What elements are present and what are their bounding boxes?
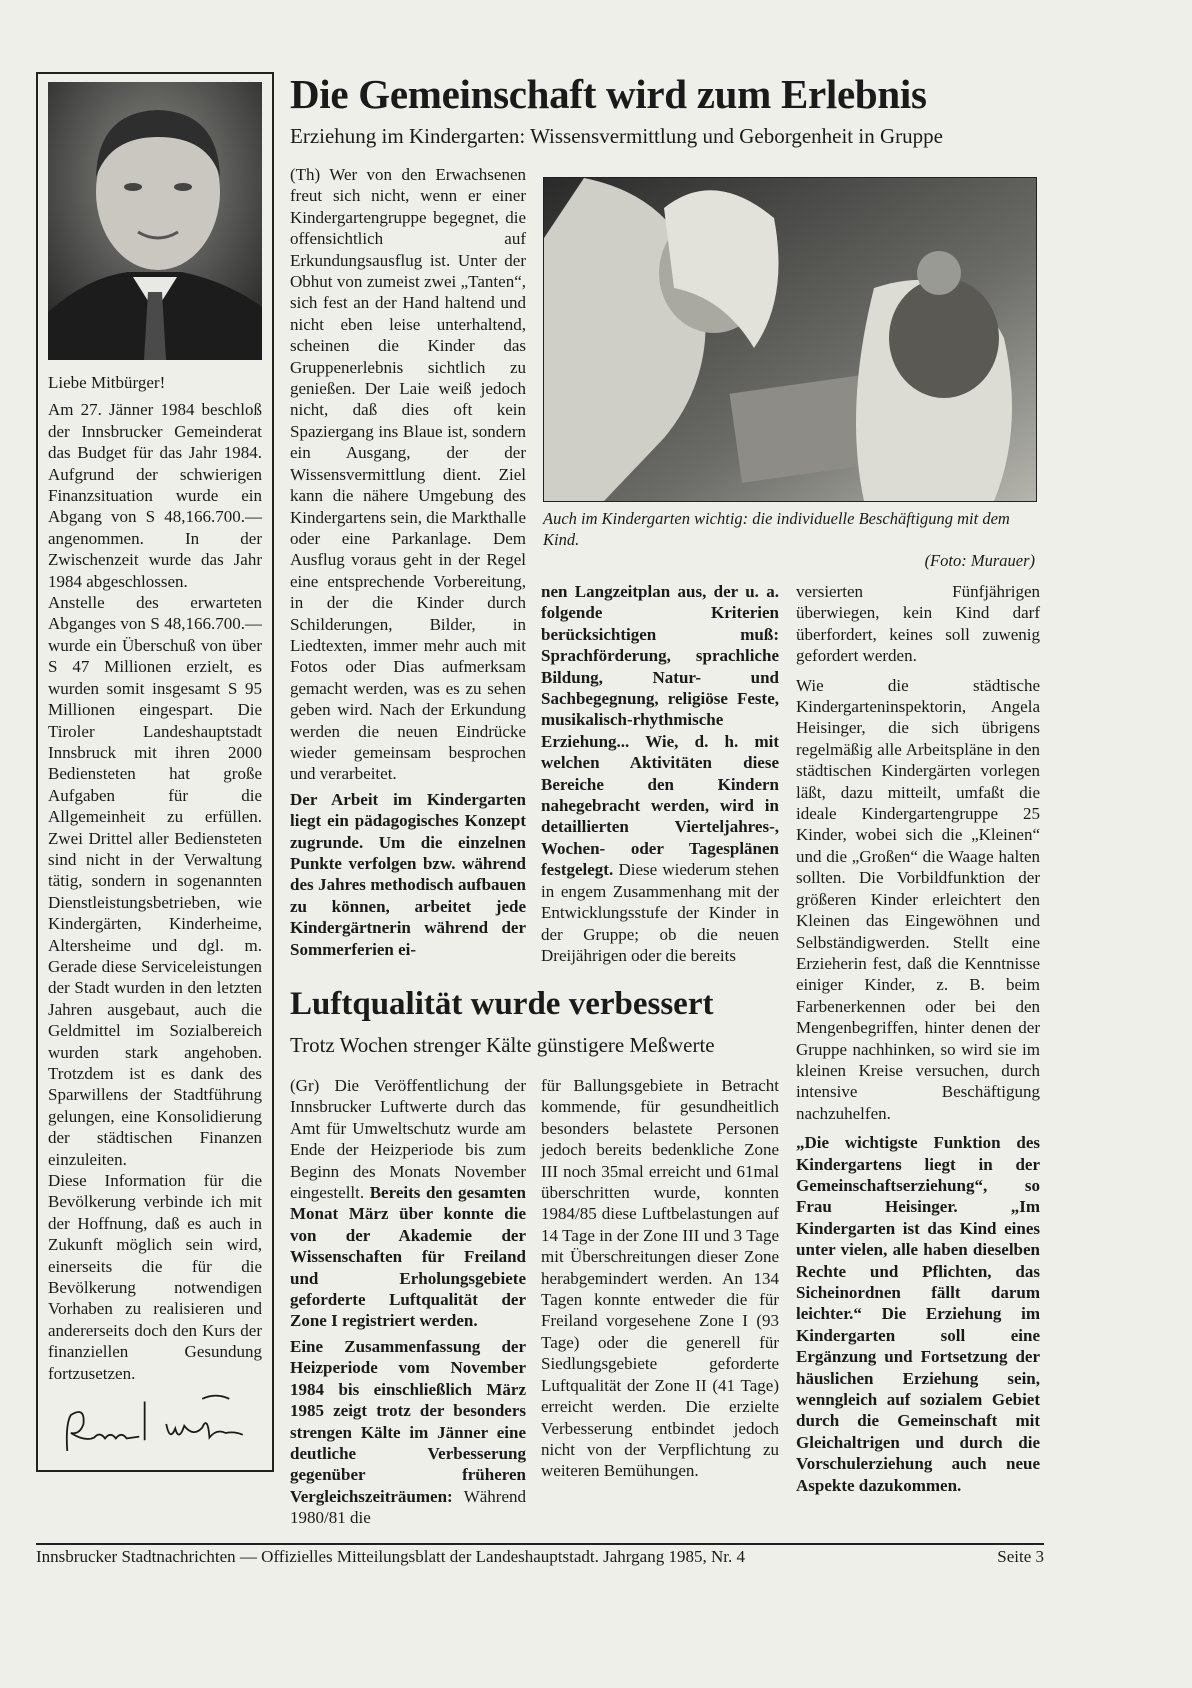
letter-paragraph: Diese Information für die Bevölkerung verbinde ich mit der Hoffnung, daß es auch in Zukunft möglich sein wird, einerseits die für die Bevölkerung notwendigen Vorhaben zu realisieren und andererseits doch den Kurs der finanziellen Gesundung fortzusetzen. bbox=[48, 1171, 262, 1383]
article2-column-1 bbox=[290, 1075, 526, 1533]
photo-image bbox=[544, 178, 1036, 501]
body-paragraph-bold: Der Arbeit im Kindergarten liegt ein pädagogisches Konzept zugrunde. Um die einzelnen Punkte verfolgen bzw. während des Jahres methodisch aufbauen zu können, arbeitet jede Kindergärtnerin während der Sommerferien ei- bbox=[290, 789, 526, 959]
body-paragraph: (Th) Wer von den Erwachsenen freut sich nicht, wenn er einer Kindergartengruppe begegnet, die offensichtlich auf Erkundungsausflug ist. Unter der Obhut von zumeist zwei „Tanten“, sich fest an der Hand haltend und nicht eben leise unterhaltend, scheinen die Kinder das Gruppenerlebnis sichtlich zu genießen. Der Laie weiß jedoch nicht, daß dies oft kein Spaziergang ins Blaue ist, sondern ein Ausgang, der der Wissensvermittlung dient. Ziel kann die nähere Umgebung des Kindergartens sein, die Markthalle oder eine Parkanlage. Dem Ausflug voraus geht in der Regel eine entsprechende Vorbereitung, in der die Kinder durch Schilderungen, Bilder, in Liedtexten, immer mehr auch mit Fotos oder Dias aufmerksam gemacht werden, was es zu sehen geben wird. Nach der Erkundung werden die neuen Eindrücke wieder gemeinsam besprochen und verarbeitet. bbox=[290, 165, 526, 784]
mayor-portrait-photo bbox=[48, 82, 262, 360]
body-text-bold: nen Langzeitplan aus, der u. a. folgende Kriterien berücksichtigen muß: Sprachförderung, sprachliche Bildung, Natur- und Sachbegegnung, religiöse Feste, musikalisch-rhythmische Erziehung... Wie, d. h. mit welchen Aktivitäten diese Bereiche den Kindern nahegebracht werden, wird in detaillierten Vierteljahres-, Wochen- oder Tagesplänen festgelegt. bbox=[541, 582, 779, 880]
body-text: Während 1980/81 die bbox=[290, 1486, 526, 1528]
mayor-letter bbox=[48, 372, 262, 1460]
body-text: Diese wiederum stehen in engem Zusammenhang mit der Entwicklungsstufe der Kinder in der Gruppe; ob die neuen Dreijährigen oder die bereits bbox=[541, 860, 779, 965]
body-paragraph: versierten Fünfjährigen überwiegen, kein Kind darf überfordert, keines soll zuwenig gefordert werden. bbox=[796, 582, 1040, 666]
article2-column-2 bbox=[541, 1075, 779, 1486]
photo-caption bbox=[543, 508, 1035, 571]
article-headline: Die Gemeinschaft wird zum Erlebnis bbox=[290, 71, 927, 117]
body-paragraph: Wie die städtische Kindergarteninspektorin, Angela Heisinger, die sich übrigens regelmäßig alle Arbeitspläne in den städtischen Kindergärten vorlegen läßt, dazu mitteilt, umfaßt die ideale Kindergartengruppe 25 Kinder, wobei sich die „Kleinen“ und die „Großen“ die Waage halten sollten. Die Vorbildfunktion der größeren Kinder erleichtert den Kleinen das Eingewöhnen und Selbständigwerden. Stellt eine Erzieherin fest, daß die Kenntnisse einiger Kinder, z. B. beim Farbenerkennen oder bei den Mengenbegriffen, hinter denen der Gruppe nachhinken, so wird sie im kleinen Kreise versuchen, durch intensive Beschäftigung nachzuhelfen. bbox=[796, 675, 1040, 1123]
article1-column-2 bbox=[541, 581, 779, 970]
letter-paragraph: Am 27. Jänner 1984 beschloß der Innsbrucker Gemeinderat das Budget für das Jahr 1984. Aufgrund der schwierigen Finanzsituation wurde ein Abgang von S 48,166.700.— angenommen. In der Zwischenzeit wurde das Jahr 1984 abgeschlossen. bbox=[48, 400, 262, 591]
publication-info: Innsbrucker Stadtnachrichten — Offizielles Mitteilungsblatt der Landeshauptstadt. Jahrgang 1985, Nr. 4 bbox=[36, 1547, 745, 1566]
article1-column-3 bbox=[796, 581, 1040, 1500]
mayor-signature bbox=[48, 1388, 262, 1460]
footer-divider bbox=[36, 1543, 1044, 1545]
body-text-bold: Bereits den gesamten Monat März über konnte die von der Akademie der Wissenschaften für Freiland und Erholungsgebiete geforderte Luftqualität der Zone I registriert werden. bbox=[290, 1183, 527, 1331]
photo-credit: (Foto: Murauer) bbox=[924, 551, 1035, 570]
portrait-image bbox=[48, 82, 262, 360]
salutation: Liebe Mitbürger! bbox=[48, 373, 166, 392]
page-number: Seite 3 bbox=[997, 1547, 1044, 1566]
body-paragraph: für Ballungsgebiete in Betracht kommende, für gesundheitlich besonders belastete Personen jedoch bereits bedenkliche Zone III noch 35mal erreicht und 61mal überschritten wurde, konnten 1984/85 diese Luftbelastungen auf 14 Tage in der Zone III und 3 Tage mit Überschreitungen dieser Zone herabgemindert werden. An 134 Tagen konnte entweder die für Freiland vorgesehene Zone I (93 Tage) oder die generell für Siedlungsgebiete geforderte Luftqualität der Zone II (41 Tage) erreicht werden. Die erzielte Verbesserung entbindet jedoch nicht von der Verpflichtung zu weiteren Bemühungen. bbox=[541, 1076, 779, 1481]
page-footer bbox=[36, 1547, 1044, 1567]
body-paragraph-bold: „Die wichtigste Funktion des Kindergartens liegt in der Gemeinschaftserziehung“, so Frau Heisinger. „Im Kindergarten ist das Kind eines unter vielen, alle haben dieselben Rechte und Pflichten, das Sicheinordnen fällt darum leichter.“ Die Erziehung im Kindergarten soll eine Ergänzung und Fortsetzung der häuslichen Erziehung sein, wenngleich auf sozialem Gebiet durch die Gemeinschaft mit Gleichaltrigen und durch die Vorschulerziehung auch neue Aspekte dazukommen. bbox=[796, 1133, 1040, 1495]
body-text-bold: Eine Zusammenfassung der Heizperiode vom November 1984 bis einschließlich März 1985 zeigt trotz der besonders strengen Kälte im Jänner eine deutliche Verbesserung gegenüber früheren Vergleichszeiträumen: bbox=[290, 1336, 526, 1506]
article2-subheadline: Trotz Wochen strenger Kälte günstigere Meßwerte bbox=[290, 1033, 715, 1057]
article2-headline: Luftqualität wurde verbessert bbox=[290, 986, 714, 1022]
article1-column-1 bbox=[290, 164, 526, 964]
letter-paragraph: Anstelle des erwarteten Abganges von S 48,166.700.— wurde ein Überschuß von über S 47 Millionen erzielt, es wurden somit insgesamt S 95 Millionen eingespart. Die Tiroler Landeshauptstadt Innsbruck mit ihren 2000 Bediensteten hat große Aufgaben für die Allgemeinheit zu erfüllen. Zwei Drittel aller Bediensteten sind nicht in der Verwaltung tätig, sondern in sogenannten Dienstleistungsbetrieben, wie Kindergärten, Kinderheime, Altersheime und dgl. m. Gerade diese Serviceleistungen der Stadt wurden in den letzten Jahren ausgebaut, auch die Geldmittel im Sozialbereich wurden stark angehoben. Trotzdem ist es dank des Sparwillens der Stadtführung gelungen, eine Konsolidierung der städtischen Finanzen einzuleiten. bbox=[48, 593, 262, 1169]
body-text: (Gr) Die Veröffentlichung der Innsbrucker Luftwerte durch das Amt für Umweltschutz wurde am Ende der Heizperiode bis zum Beginn des Monats November eingestellt. bbox=[290, 1076, 526, 1203]
kindergarten-photo bbox=[543, 177, 1037, 502]
caption-text: Auch im Kindergarten wichtig: die individuelle Beschäftigung mit dem Kind. bbox=[543, 509, 1010, 549]
article-subheadline: Erziehung im Kindergarten: Wissensvermittlung und Geborgenheit in Gruppe bbox=[290, 124, 943, 148]
